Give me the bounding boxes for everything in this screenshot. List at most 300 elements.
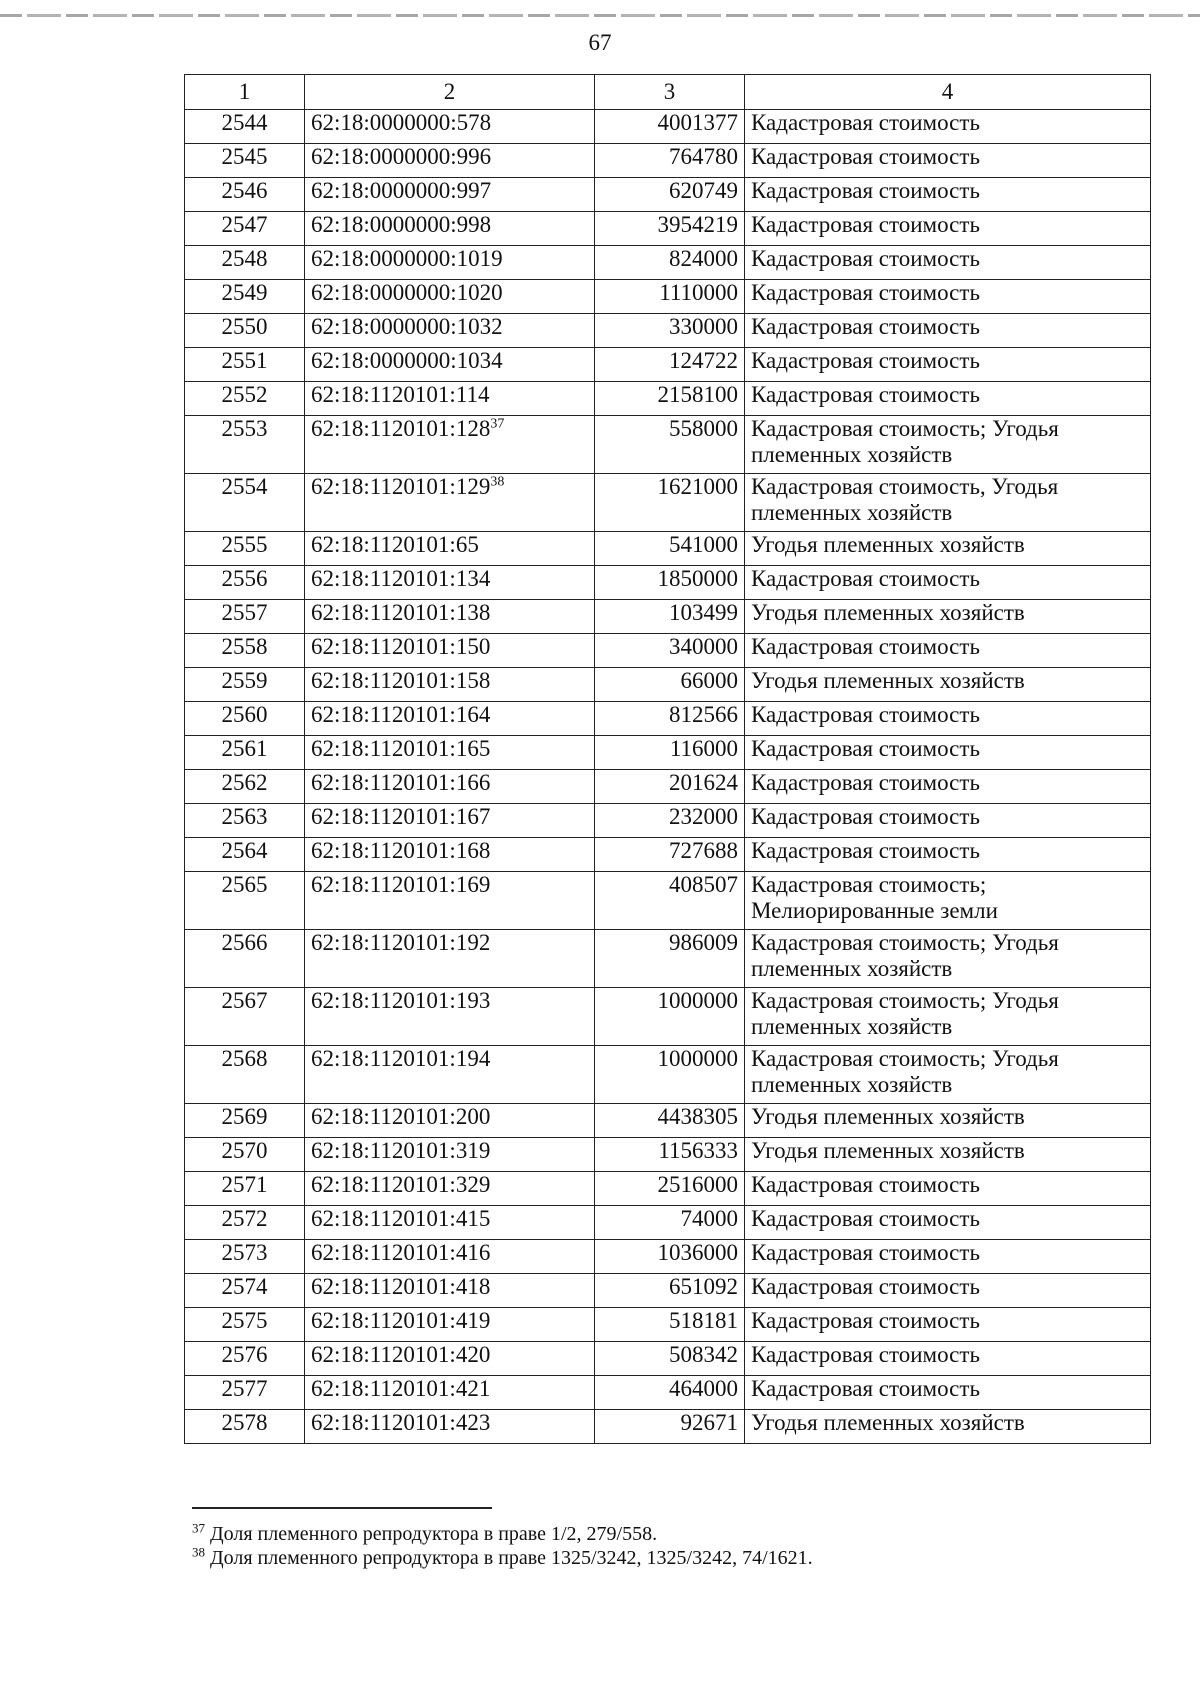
note-cell <box>745 1308 1151 1342</box>
value-cell-text: 3954219 <box>657 212 738 237</box>
row-number-cell-text: 2574 <box>221 1274 268 1299</box>
note-cell-text: Кадастровая стоимость <box>751 770 980 795</box>
row-number-cell <box>185 872 305 930</box>
note-cell <box>745 702 1151 736</box>
note-cell <box>745 532 1151 566</box>
value-cell <box>595 566 745 600</box>
cadastral-number-cell <box>305 1410 595 1444</box>
note-cell-text: Кадастровая стоимость <box>751 314 980 339</box>
row-number-cell-text: 2577 <box>221 1376 268 1401</box>
value-cell <box>595 634 745 668</box>
cadastral-number-cell <box>305 1274 595 1308</box>
cadastral-number-cell <box>305 600 595 634</box>
footnote <box>192 1522 1092 1546</box>
cadastral-number-cell <box>305 416 595 474</box>
value-cell-text: 408507 <box>669 872 738 897</box>
table-row <box>185 144 1151 178</box>
cadastral-number-cell-text: 62:18:1120101:420 <box>311 1342 491 1367</box>
table-row <box>185 804 1151 838</box>
cadastral-number-cell-text: 62:18:1120101:192 <box>311 930 491 955</box>
row-number-cell <box>185 1410 305 1444</box>
row-number-cell <box>185 1206 305 1240</box>
value-cell <box>595 600 745 634</box>
value-cell-text: 1000000 <box>657 1046 738 1071</box>
row-number-cell-text: 2575 <box>221 1308 268 1333</box>
row-number-cell <box>185 988 305 1046</box>
note-cell <box>745 838 1151 872</box>
row-number-cell <box>185 314 305 348</box>
value-cell <box>595 1138 745 1172</box>
value-cell-text: 2516000 <box>657 1172 738 1197</box>
cadastral-number-cell-text: 62:18:1120101:158 <box>311 668 491 693</box>
value-cell-text: 201624 <box>669 770 738 795</box>
note-cell-text: Кадастровая стоимость <box>751 1240 980 1265</box>
value-cell-text: 727688 <box>669 838 738 863</box>
cadastral-number-cell-text: 62:18:0000000:997 <box>311 178 492 203</box>
note-cell <box>745 930 1151 988</box>
value-cell <box>595 1274 745 1308</box>
cadastral-number-cell <box>305 314 595 348</box>
row-number-cell <box>185 110 305 144</box>
value-cell <box>595 1410 745 1444</box>
row-number-cell <box>185 634 305 668</box>
note-cell-text: Кадастровая стоимость <box>751 348 980 373</box>
cadastral-number-cell <box>305 1308 595 1342</box>
cadastral-number-cell <box>305 1046 595 1104</box>
value-cell-text: 4438305 <box>657 1104 738 1129</box>
row-number-cell-text: 2572 <box>221 1206 268 1231</box>
note-cell <box>745 566 1151 600</box>
row-number-cell-text: 2562 <box>221 770 268 795</box>
table-row <box>185 416 1151 474</box>
value-cell <box>595 838 745 872</box>
note-cell-text: Кадастровая стоимость <box>751 702 980 727</box>
cadastral-number-cell <box>305 1206 595 1240</box>
cadastral-number-cell-text: 62:18:0000000:1020 <box>311 280 503 305</box>
cadastral-number-cell <box>305 930 595 988</box>
table-row <box>185 314 1151 348</box>
cadastral-number-cell <box>305 988 595 1046</box>
row-number-cell <box>185 474 305 532</box>
cadastral-number-cell <box>305 1172 595 1206</box>
table-row <box>185 1274 1151 1308</box>
cadastral-number-cell-text: 62:18:1120101:193 <box>311 988 491 1013</box>
note-cell-text: Кадастровая стоимость <box>751 382 980 407</box>
cadastral-number-cell-text: 62:18:1120101:421 <box>311 1376 491 1401</box>
cadastral-number-cell <box>305 702 595 736</box>
value-cell <box>595 804 745 838</box>
cadastral-number-cell <box>305 838 595 872</box>
note-cell <box>745 1274 1151 1308</box>
value-cell <box>595 1308 745 1342</box>
value-cell <box>595 770 745 804</box>
row-number-cell-text: 2560 <box>221 702 268 727</box>
value-cell <box>595 1206 745 1240</box>
row-number-cell-text: 2552 <box>221 382 268 407</box>
cadastral-number-cell <box>305 178 595 212</box>
cadastral-number-cell-text: 62:18:1120101:319 <box>311 1138 491 1163</box>
note-cell-text: Кадастровая стоимость <box>751 144 980 169</box>
value-cell <box>595 930 745 988</box>
column-header: 1 <box>185 75 305 110</box>
value-cell-text: 1036000 <box>657 1240 738 1265</box>
table-row <box>185 566 1151 600</box>
row-number-cell-text: 2567 <box>221 988 268 1013</box>
cadastral-number-cell-text: 62:18:1120101:415 <box>311 1206 491 1231</box>
note-cell-text: Кадастровая стоимость; Угодья племенных хозяйств <box>751 930 1059 981</box>
value-cell-text: 812566 <box>669 702 738 727</box>
value-cell <box>595 1376 745 1410</box>
row-number-cell <box>185 770 305 804</box>
value-cell-text: 986009 <box>669 930 738 955</box>
note-cell <box>745 988 1151 1046</box>
cadastral-number-cell <box>305 736 595 770</box>
row-number-cell-text: 2571 <box>221 1172 268 1197</box>
row-number-cell <box>185 1138 305 1172</box>
value-cell <box>595 474 745 532</box>
value-cell-text: 340000 <box>669 634 738 659</box>
row-number-cell <box>185 1240 305 1274</box>
row-number-cell-text: 2557 <box>221 600 268 625</box>
note-cell <box>745 736 1151 770</box>
cadastral-number-cell <box>305 532 595 566</box>
row-number-cell <box>185 416 305 474</box>
note-cell <box>745 144 1151 178</box>
cadastral-number-cell <box>305 212 595 246</box>
note-cell <box>745 416 1151 474</box>
value-cell <box>595 246 745 280</box>
row-number-cell <box>185 1274 305 1308</box>
note-cell-text: Кадастровая стоимость <box>751 1172 980 1197</box>
row-number-cell-text: 2566 <box>221 930 268 955</box>
row-number-cell-text: 2544 <box>221 110 268 135</box>
row-number-cell-text: 2578 <box>221 1410 268 1435</box>
cadastral-number-cell-text: 62:18:1120101:150 <box>311 634 491 659</box>
cadastral-number-cell <box>305 770 595 804</box>
value-cell <box>595 314 745 348</box>
row-number-cell-text: 2570 <box>221 1138 268 1163</box>
note-cell <box>745 246 1151 280</box>
note-cell-text: Кадастровая стоимость, Угодья племенных хозяйств <box>751 474 1059 525</box>
row-number-cell-text: 2546 <box>221 178 268 203</box>
cadastral-number-cell-text: 62:18:1120101:194 <box>311 1046 491 1071</box>
value-cell-text: 518181 <box>669 1308 738 1333</box>
table-row <box>185 1240 1151 1274</box>
cadastral-number-cell-text: 62:18:1120101:128 <box>311 416 491 441</box>
table-row <box>185 1172 1151 1206</box>
cadastral-number-cell-text: 62:18:1120101:138 <box>311 600 491 625</box>
row-number-cell <box>185 144 305 178</box>
cadastral-number-cell <box>305 1376 595 1410</box>
column-header: 3 <box>595 75 745 110</box>
row-number-cell <box>185 178 305 212</box>
note-cell-text: Кадастровая стоимость; Мелиорированные земли <box>751 872 998 923</box>
row-number-cell <box>185 1308 305 1342</box>
cadastral-number-cell <box>305 348 595 382</box>
row-number-cell <box>185 702 305 736</box>
note-cell-text: Кадастровая стоимость <box>751 566 980 591</box>
value-cell-text: 1156333 <box>658 1138 738 1163</box>
value-cell-text: 508342 <box>669 1342 738 1367</box>
cadastral-number-cell-text: 62:18:1120101:200 <box>311 1104 491 1129</box>
row-number-cell <box>185 566 305 600</box>
note-cell <box>745 280 1151 314</box>
value-cell <box>595 178 745 212</box>
value-cell <box>595 532 745 566</box>
table-row <box>185 532 1151 566</box>
cadastral-number-cell <box>305 246 595 280</box>
note-cell <box>745 314 1151 348</box>
row-number-cell-text: 2554 <box>221 474 268 499</box>
value-cell <box>595 1342 745 1376</box>
column-header: 2 <box>305 75 595 110</box>
cadastral-number-cell <box>305 872 595 930</box>
note-cell-text: Кадастровая стоимость <box>751 1274 980 1299</box>
scan-artifact-line <box>0 14 1200 17</box>
note-cell-text: Кадастровая стоимость <box>751 110 980 135</box>
note-cell <box>745 668 1151 702</box>
note-cell <box>745 1342 1151 1376</box>
row-number-cell <box>185 532 305 566</box>
value-cell-text: 66000 <box>680 668 738 693</box>
note-cell-text: Кадастровая стоимость <box>751 246 980 271</box>
note-cell-text: Угодья племенных хозяйств <box>751 600 1025 625</box>
note-cell <box>745 178 1151 212</box>
cadastral-number-cell <box>305 634 595 668</box>
table-row <box>185 702 1151 736</box>
value-cell-text: 92671 <box>680 1410 738 1435</box>
cadastral-number-cell <box>305 566 595 600</box>
cadastral-number-cell <box>305 474 595 532</box>
value-cell <box>595 416 745 474</box>
row-number-cell <box>185 1342 305 1376</box>
note-cell <box>745 1046 1151 1104</box>
note-cell-text: Кадастровая стоимость <box>751 1206 980 1231</box>
footnote-divider <box>192 1507 492 1509</box>
cadastral-number-cell-text: 62:18:1120101:166 <box>311 770 491 795</box>
value-cell-text: 541000 <box>669 532 738 557</box>
cadastral-number-cell-text: 62:18:1120101:164 <box>311 702 491 727</box>
cadastral-number-cell <box>305 1104 595 1138</box>
table-row <box>185 838 1151 872</box>
note-cell <box>745 1240 1151 1274</box>
value-cell <box>595 348 745 382</box>
table-row <box>185 474 1151 532</box>
cadastral-number-cell-text: 62:18:1120101:423 <box>311 1410 491 1435</box>
row-number-cell <box>185 1046 305 1104</box>
row-number-cell-text: 2545 <box>221 144 268 169</box>
footnote-text: Доля племенного репродуктора в праве 1/2, 279/558. <box>210 1523 658 1545</box>
value-cell <box>595 110 745 144</box>
value-cell-text: 1621000 <box>657 474 738 499</box>
row-number-cell-text: 2558 <box>221 634 268 659</box>
row-number-cell-text: 2547 <box>221 212 268 237</box>
value-cell <box>595 668 745 702</box>
table-row <box>185 668 1151 702</box>
footnotes <box>192 1522 1092 1570</box>
cadastral-number-cell <box>305 1342 595 1376</box>
row-number-cell-text: 2573 <box>221 1240 268 1265</box>
value-cell-text: 116000 <box>669 736 738 761</box>
footnote-reference: 38 <box>490 474 505 490</box>
table-row <box>185 110 1151 144</box>
value-cell-text: 1850000 <box>657 566 738 591</box>
row-number-cell <box>185 736 305 770</box>
cadastral-number-cell <box>305 1240 595 1274</box>
note-cell <box>745 212 1151 246</box>
cadastral-number-cell-text: 62:18:1120101:416 <box>311 1240 491 1265</box>
row-number-cell <box>185 600 305 634</box>
row-number-cell-text: 2561 <box>221 736 268 761</box>
cadastral-number-cell-text: 62:18:0000000:1019 <box>311 246 503 271</box>
table-row <box>185 1206 1151 1240</box>
table-row <box>185 212 1151 246</box>
value-cell-text: 103499 <box>669 600 738 625</box>
row-number-cell-text: 2565 <box>221 872 268 897</box>
footnote-text: Доля племенного репродуктора в праве 1325/3242, 1325/3242, 74/1621. <box>210 1547 813 1569</box>
row-number-cell <box>185 348 305 382</box>
row-number-cell-text: 2576 <box>221 1342 268 1367</box>
table-row <box>185 634 1151 668</box>
value-cell-text: 651092 <box>669 1274 738 1299</box>
value-cell-text: 2158100 <box>657 382 738 407</box>
note-cell-text: Кадастровая стоимость <box>751 178 980 203</box>
table-row <box>185 1410 1151 1444</box>
row-number-cell <box>185 838 305 872</box>
note-cell <box>745 1172 1151 1206</box>
cadastral-number-cell <box>305 668 595 702</box>
note-cell <box>745 1376 1151 1410</box>
note-cell <box>745 872 1151 930</box>
value-cell <box>595 1172 745 1206</box>
table-row <box>185 988 1151 1046</box>
table-row <box>185 1308 1151 1342</box>
cadastral-number-cell-text: 62:18:0000000:1034 <box>311 348 503 373</box>
table-row <box>185 1104 1151 1138</box>
row-number-cell <box>185 1376 305 1410</box>
note-cell-text: Угодья племенных хозяйств <box>751 532 1025 557</box>
cadastral-number-cell-text: 62:18:1120101:129 <box>311 474 491 499</box>
value-cell-text: 764780 <box>669 144 738 169</box>
cadastral-number-cell <box>305 1138 595 1172</box>
value-cell-text: 124722 <box>669 348 738 373</box>
row-number-cell-text: 2548 <box>221 246 268 271</box>
table-row <box>185 1046 1151 1104</box>
table-row <box>185 1138 1151 1172</box>
cadastral-number-cell-text: 62:18:0000000:1032 <box>311 314 503 339</box>
value-cell <box>595 736 745 770</box>
value-cell <box>595 144 745 178</box>
cadastral-number-cell-text: 62:18:1120101:114 <box>311 382 490 407</box>
row-number-cell-text: 2555 <box>221 532 268 557</box>
cadastral-number-cell-text: 62:18:1120101:329 <box>311 1172 491 1197</box>
cadastral-number-cell <box>305 110 595 144</box>
cadastral-number-cell-text: 62:18:0000000:998 <box>311 212 492 237</box>
note-cell <box>745 474 1151 532</box>
note-cell <box>745 348 1151 382</box>
value-cell <box>595 702 745 736</box>
row-number-cell-text: 2569 <box>221 1104 268 1129</box>
row-number-cell-text: 2553 <box>221 416 268 441</box>
note-cell <box>745 1104 1151 1138</box>
footnote-mark: 38 <box>192 1544 205 1560</box>
note-cell <box>745 634 1151 668</box>
note-cell-text: Кадастровая стоимость <box>751 736 980 761</box>
row-number-cell-text: 2563 <box>221 804 268 829</box>
note-cell <box>745 1138 1151 1172</box>
page-number: 67 <box>588 30 612 55</box>
cadastral-number-cell-text: 62:18:1120101:168 <box>311 838 491 863</box>
table-row <box>185 178 1151 212</box>
note-cell-text: Кадастровая стоимость <box>751 1376 980 1401</box>
value-cell <box>595 212 745 246</box>
note-cell <box>745 1206 1151 1240</box>
value-cell <box>595 1046 745 1104</box>
note-cell-text: Кадастровая стоимость; Угодья племенных хозяйств <box>751 1046 1059 1097</box>
note-cell <box>745 110 1151 144</box>
note-cell <box>745 382 1151 416</box>
table-row <box>185 770 1151 804</box>
note-cell <box>745 804 1151 838</box>
row-number-cell-text: 2559 <box>221 668 268 693</box>
cadastral-number-cell-text: 62:18:0000000:578 <box>311 110 492 135</box>
note-cell-text: Кадастровая стоимость <box>751 1308 980 1333</box>
note-cell <box>745 770 1151 804</box>
table-row <box>185 246 1151 280</box>
row-number-cell-text: 2568 <box>221 1046 268 1071</box>
row-number-cell <box>185 212 305 246</box>
cadastral-number-cell-text: 62:18:1120101:419 <box>311 1308 491 1333</box>
value-cell <box>595 280 745 314</box>
value-cell <box>595 988 745 1046</box>
cadastral-number-cell <box>305 280 595 314</box>
note-cell <box>745 600 1151 634</box>
note-cell-text: Кадастровая стоимость <box>751 280 980 305</box>
row-number-cell <box>185 382 305 416</box>
value-cell-text: 1110000 <box>659 280 738 305</box>
table-row <box>185 930 1151 988</box>
cadastral-number-cell-text: 62:18:1120101:169 <box>311 872 491 897</box>
note-cell-text: Кадастровая стоимость <box>751 212 980 237</box>
row-number-cell <box>185 280 305 314</box>
row-number-cell <box>185 1104 305 1138</box>
row-number-cell <box>185 246 305 280</box>
note-cell-text: Угодья племенных хозяйств <box>751 1410 1025 1435</box>
value-cell-text: 558000 <box>669 416 738 441</box>
value-cell-text: 4001377 <box>657 110 738 135</box>
row-number-cell-text: 2551 <box>221 348 268 373</box>
note-cell-text: Кадастровая стоимость; Угодья племенных хозяйств <box>751 988 1059 1039</box>
cadastral-number-cell <box>305 804 595 838</box>
row-number-cell <box>185 930 305 988</box>
value-cell <box>595 1240 745 1274</box>
note-cell-text: Кадастровая стоимость <box>751 838 980 863</box>
cadastral-number-cell <box>305 144 595 178</box>
footnote <box>192 1546 1092 1570</box>
footnote-mark: 37 <box>192 1520 205 1536</box>
value-cell-text: 620749 <box>669 178 738 203</box>
note-cell-text: Кадастровая стоимость <box>751 634 980 659</box>
table-row <box>185 382 1151 416</box>
table-header-row <box>185 75 1151 110</box>
row-number-cell-text: 2564 <box>221 838 268 863</box>
note-cell <box>745 1410 1151 1444</box>
table-row <box>185 1376 1151 1410</box>
cadastral-number-cell-text: 62:18:1120101:134 <box>311 566 491 591</box>
table-row <box>185 600 1151 634</box>
value-cell-text: 824000 <box>669 246 738 271</box>
value-cell-text: 232000 <box>669 804 738 829</box>
